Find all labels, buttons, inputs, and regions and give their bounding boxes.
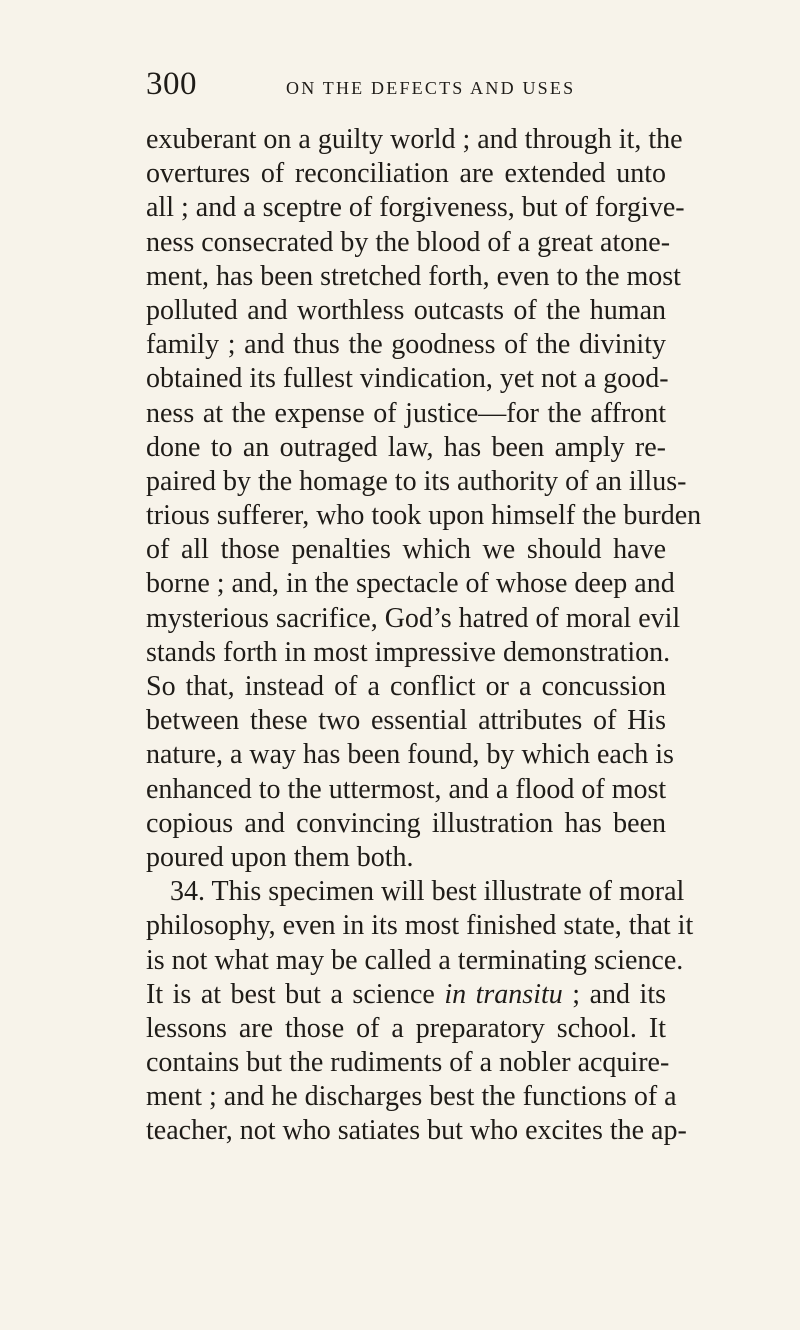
text-line: polluted and worthless outcasts of the human	[146, 294, 666, 326]
text-line: ment ; and he discharges best the functions of a	[146, 1081, 677, 1113]
italic-phrase: in transitu	[444, 978, 563, 1010]
text-line: enhanced to the uttermost, and a flood of most	[146, 773, 667, 805]
text-line: stands forth in most impressive demonstration.	[146, 636, 671, 668]
text-line: philosophy, even in its most finished state, that it	[146, 910, 694, 942]
text-line: overtures of reconciliation are extended unto	[146, 158, 666, 190]
text-line: exuberant on a guilty world ; and through it, the	[146, 124, 683, 155]
text-line: between these two essential attributes of His	[146, 705, 666, 737]
text-line: lessons are those of a preparatory school. It	[146, 1012, 666, 1044]
page-header	[146, 66, 666, 106]
text-line-with-italic	[146, 978, 666, 1012]
text-line: ness at the expense of justice—for the affront	[146, 397, 666, 429]
line-text-before-italic: It is at best but a science	[146, 978, 445, 1010]
text-line: mysterious sacrifice, God’s hatred of moral evil	[146, 602, 681, 634]
line-text-after-italic: ; and its	[572, 978, 666, 1010]
text-line: of all those penalties which we should have	[146, 534, 666, 566]
text-line: ness consecrated by the blood of a great atone-	[146, 226, 671, 258]
text-line: paired by the homage to its authority of an illus-	[146, 465, 687, 497]
text-line: ment, has been stretched forth, even to the most	[146, 260, 681, 292]
text-line: copious and convincing illustration has been	[146, 807, 666, 839]
body-text	[146, 123, 702, 1149]
text-line: obtained its fullest vindication, yet not a good-	[146, 363, 669, 395]
running-title: ON THE DEFECTS AND USES	[286, 78, 576, 98]
text-line: teacher, not who satiates but who excites the ap-	[146, 1115, 687, 1147]
text-line: nature, a way has been found, by which each is	[146, 739, 674, 771]
page-number: 300	[146, 66, 197, 102]
text-line: all ; and a sceptre of forgiveness, but of forgive-	[146, 192, 685, 224]
paragraph-end-line: poured upon them both.	[146, 841, 414, 873]
text-line: done to an outraged law, has been amply re-	[146, 431, 666, 463]
text-line: contains but the rudiments of a nobler acquire-	[146, 1047, 670, 1079]
text-line: borne ; and, in the spectacle of whose deep and	[146, 568, 675, 600]
text-line: is not what may be called a terminating science.	[146, 944, 684, 976]
text-line: family ; and thus the goodness of the divinity	[146, 329, 666, 361]
text-line: trious sufferer, who took upon himself the burden	[146, 500, 702, 532]
text-line: So that, instead of a conflict or a concussion	[146, 671, 666, 702]
paragraph-start-line: 34. This specimen will best illustrate of moral	[170, 876, 685, 908]
